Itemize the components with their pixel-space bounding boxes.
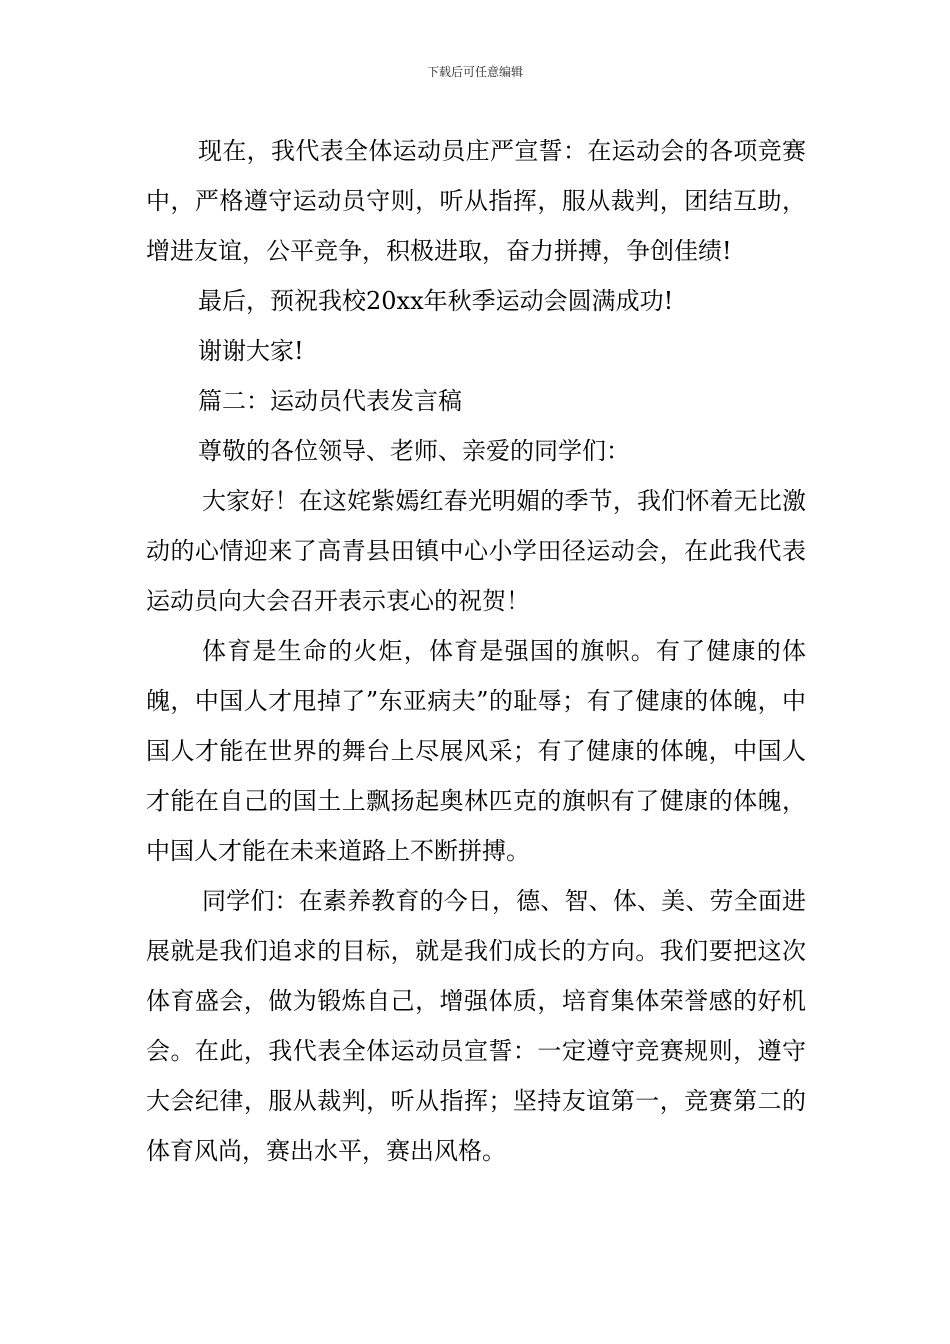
paragraph-salutation: 尊敬的各位领导、老师、亲爱的同学们： xyxy=(198,437,630,465)
paragraph-thanks: 谢谢大家! xyxy=(198,337,304,365)
paragraph-wish: 最后，预祝我校20xx年秋季运动会圆满成功! xyxy=(198,287,674,315)
paragraph-classmates: 同学们：在素养教育的今日，德、智、体、美、劳全面进展就是我们追求的目标，就是我们成长的方向。我们要把这次体育盛会，做为锻炼自己，增强体质，培育集体荣誉感的好机会。在此，我代表全体运动员宣誓：一定遵守竞赛规则，遵守大会纪律，服从裁判，听从指挥；坚持友谊第一，竞赛第二的体育风尚，赛出水平，赛出风格。 xyxy=(146,887,806,1165)
paragraph-greeting: 大家好！在这姹紫嫣红春光明媚的季节，我们怀着无比激动的心情迎来了高青县田镇中心小学田径运动会，在此我代表运动员向大会召开表示衷心的祝贺！ xyxy=(146,487,806,615)
section-title: 篇二：运动员代表发言稿 xyxy=(198,387,462,415)
document-body xyxy=(146,126,806,1176)
paragraph-oath: 现在，我代表全体运动员庄严宣誓：在运动会的各项竞赛中，严格遵守运动员守则，听从指挥，服从裁判，团结互助，增进友谊，公平竞争，积极进取，奋力拼搏，争创佳绩! xyxy=(146,137,806,265)
page-header: 下载后可任意编辑 xyxy=(426,65,523,79)
paragraph-sports: 体育是生命的火炬，体育是强国的旗帜。有了健康的体魄，中国人才甩掉了”东亚病夫”的耻辱；有了健康的体魄，中国人才能在世界的舞台上尽展风采；有了健康的体魄，中国人才能在自己的国土上飘扬起奥林匹克的旗帜有了健康的体魄，中国人才能在未来道路上不断拼搏。 xyxy=(146,637,806,865)
